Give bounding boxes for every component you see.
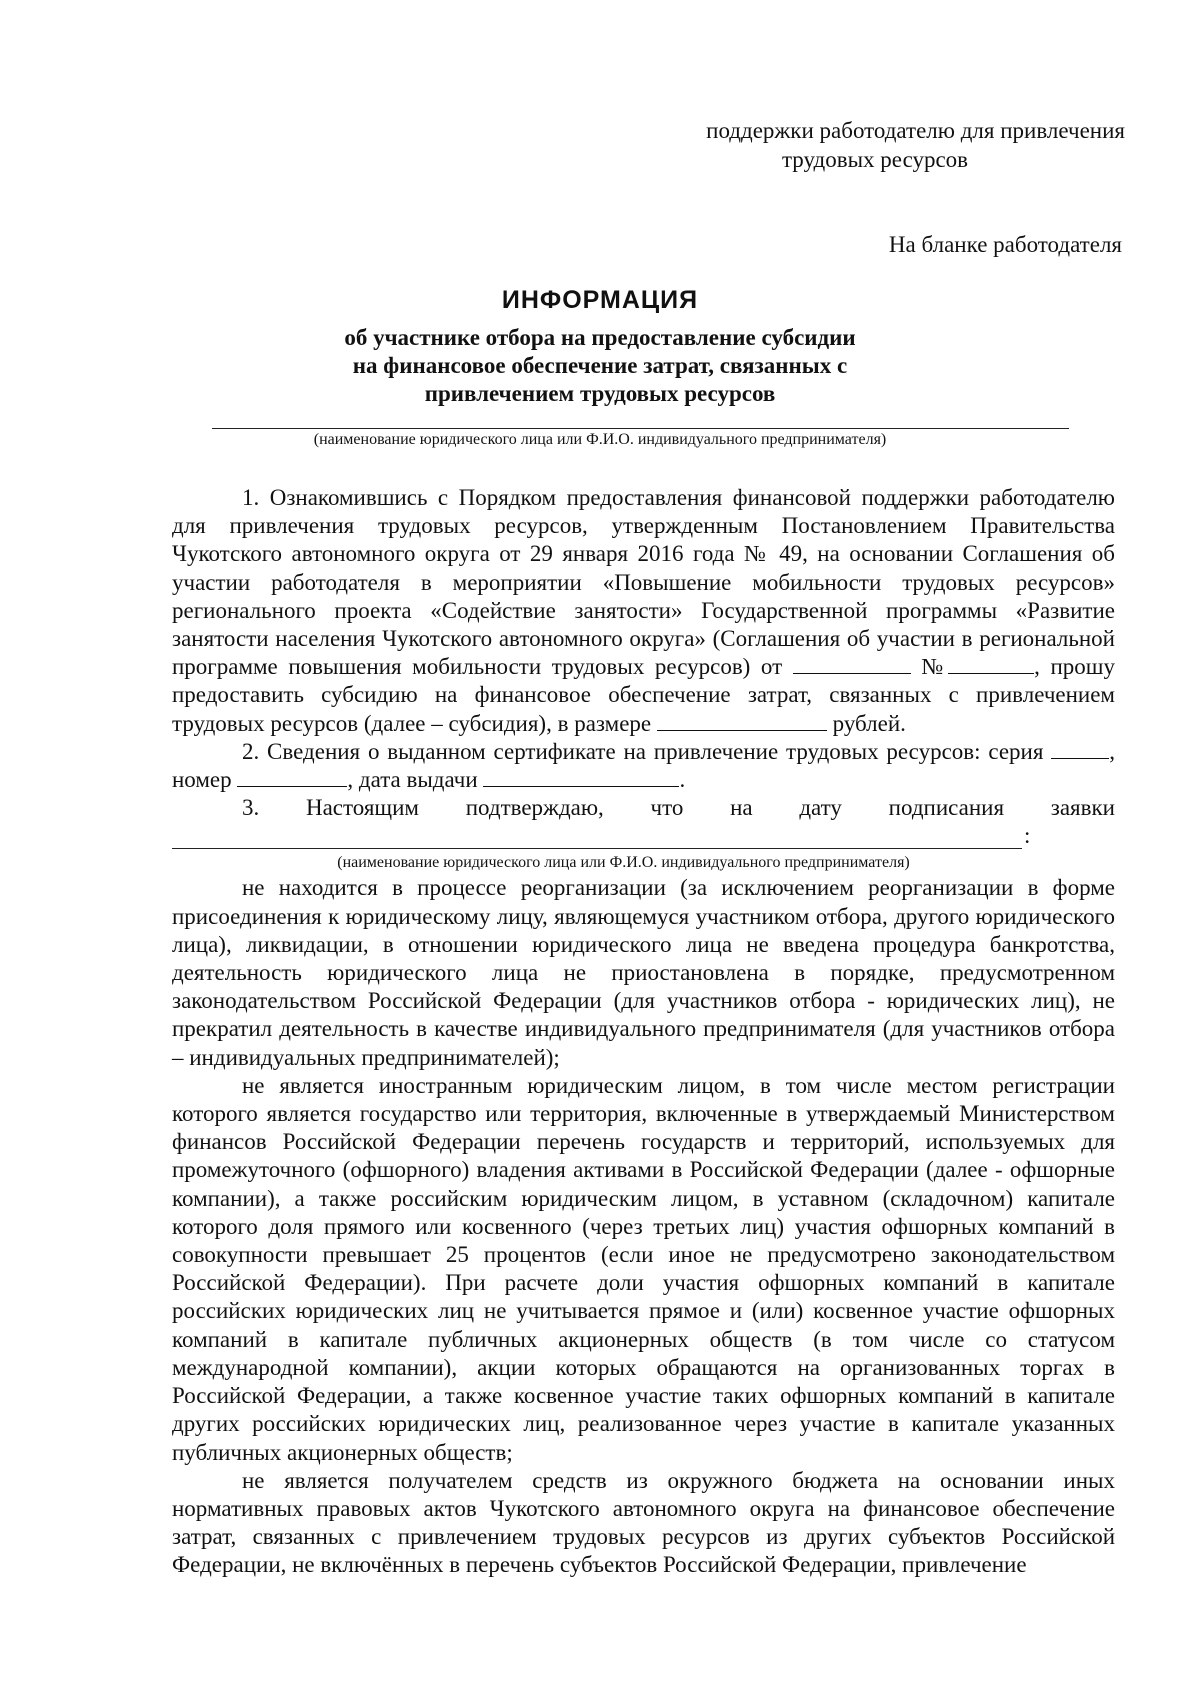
p3-word-6: дату — [799, 795, 842, 821]
paragraph-1-text-b: , прошу предоставить субсидию на финансовое обеспечение затрат, связанных с привлечением трудовых ресурсов (далее – субсидия), в размере — [172, 654, 1115, 736]
header-line-1: поддержки работодателю для привлечения — [706, 118, 1125, 143]
paragraph-3 — [172, 794, 1115, 822]
subsidy-amount-blank — [657, 712, 827, 731]
document-body — [172, 484, 1115, 1580]
p3-word-8: заявки — [1050, 795, 1115, 821]
paragraph-2-text-d: . — [679, 767, 686, 793]
document-subtitle — [0, 324, 1200, 408]
declarant-name-field — [172, 822, 1115, 852]
certificate-number-blank — [237, 768, 347, 787]
certificate-date-blank — [483, 768, 679, 787]
p3-word-7: подписания — [888, 795, 1005, 821]
subtitle-line-2: на финансовое обеспечение затрат, связанных с — [352, 353, 848, 378]
subtitle-line-1: об участнике отбора на предоставление субсидии — [344, 325, 856, 350]
name-field-line — [212, 428, 1069, 429]
certificate-series-blank — [1051, 740, 1109, 759]
p3-word-2: Настоящим — [305, 795, 419, 821]
item-3: не является получателем средств из окружного бюджета на основании иных нормативных правовых актов Чукотского автономного округа на финансовое обеспечение затрат, связанных с привлечением трудовых ресурсов из других субъектов Российской Федерации, не включённых в перечень субъектов Российской Федерации, привлечение — [172, 1467, 1115, 1578]
p3-word-1: 3. — [242, 795, 260, 821]
paragraph-1-text-c: рублей. — [832, 710, 906, 736]
declarant-name-caption: (наименование юридического лица или Ф.И.О. индивидуального предпринимателя) — [337, 854, 910, 872]
paragraph-2-text-a: 2. Сведения о выданном сертификате на привлечение трудовых ресурсов: серия — [242, 738, 1044, 764]
name-field-caption: (наименование юридического лица или Ф.И.О. индивидуального предпринимателя) — [313, 431, 887, 448]
paragraph-2-text-b: , номер — [172, 738, 1116, 793]
agreement-date-blank — [793, 655, 911, 674]
p3-word-4: что — [650, 795, 684, 821]
header-note — [625, 116, 1125, 174]
paragraph-2 — [172, 738, 1115, 794]
agreement-number-blank — [948, 655, 1034, 674]
item-2: не является иностранным юридическим лицом, в том числе местом регистрации которого является государство или территория, включенные в утверждаемый Министерством финансов Российской Федерации перечень государств и территорий, используемых для промежуточного (офшорного) владения активами в Российской Федерации (далее - офшорные компании), а также российским юридическим лицом, в уставном (складочном) капитале которого доля прямого или косвенного (через третьих лиц) участия офшорных компаний в совокупности превышает 25 процентов (если иное не предусмотрено законодательством Российской Федерации). При расчете доли участия офшорных компаний в капитале российских юридических лиц не учитывается прямое и (или) косвенное участие офшорных компаний в капитале публичных акционерных обществ (в том числе со статусом международной компании), акции которых обращаются на организованных торгах в Российской Федерации, а также косвенное участие таких офшорных компаний в капитале других российских юридических лиц, реализованное через участие в капитале указанных публичных акционерных обществ; — [172, 1072, 1115, 1465]
subtitle-line-3: привлечением трудовых ресурсов — [424, 381, 776, 406]
declarant-name-line — [172, 848, 1022, 849]
p3-word-5: на — [730, 795, 753, 821]
document-title: ИНФОРМАЦИЯ — [501, 286, 699, 314]
p3-word-3: подтверждаю, — [465, 795, 604, 821]
blank-note: На бланке работодателя — [888, 232, 1122, 257]
paragraph-1 — [172, 484, 1115, 738]
paragraph-2-text-c: , дата выдачи — [347, 767, 478, 793]
paragraph-1-text-a: 1. Ознакомившись с Порядком предоставления финансовой поддержки работодателю для привлечения трудовых ресурсов, утвержденным Постановлением Правительства Чукотского автономного округа от 29 января 2016 года № 49, на основании Соглашения об участии работодателя в мероприятии «Повышение мобильности трудовых ресурсов» регионального проекта «Содействие занятости» Государственной программы «Развитие занятости населения Чукотского автономного округа» (Соглашения об участии в региональной программе повышения мобильности трудовых ресурсов) от — [172, 485, 1115, 680]
declarant-colon: : — [1024, 823, 1031, 849]
item-1: не находится в процессе реорганизации (за исключением реорганизации в форме присоединения к юридическому лицу, являющемуся участником отбора, другого юридического лица), ликвидации, в отношении юридического лица не введена процедура банкротства, деятельность юридического лица не приостановлена в порядке, предусмотренном законодательством Российской Федерации (для участников отбора - юридических лиц), не прекратил деятельность в качестве индивидуального предпринимателя (для участников отбора – индивидуальных предпринимателей); — [172, 875, 1115, 1070]
number-sign: № — [921, 654, 949, 680]
header-line-2: трудовых ресурсов — [781, 147, 969, 172]
